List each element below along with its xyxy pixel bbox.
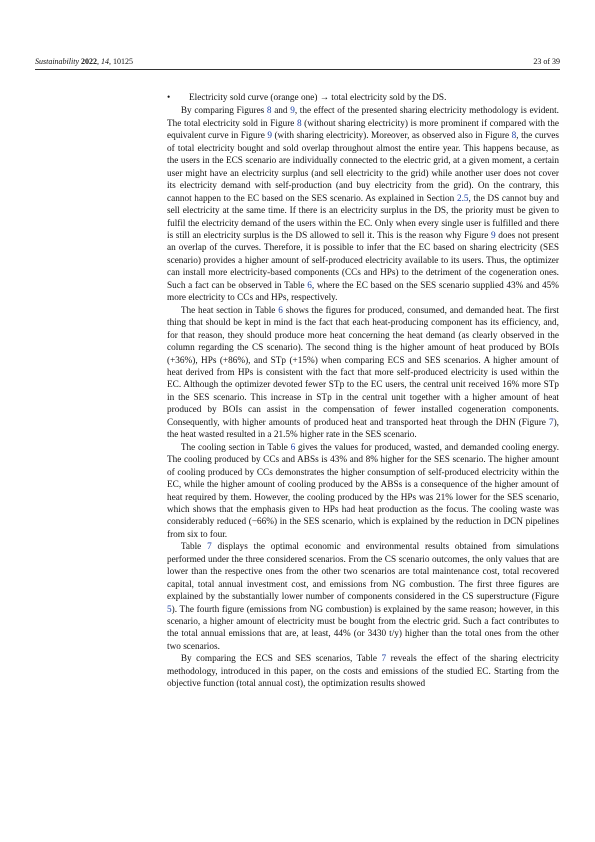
table-link[interactable]: 7 (381, 654, 387, 665)
paragraph-1: By comparing Figures 8 and 9, the effect of the presented sharing electricity methodology is evident. The total electricity sold in Figure 8 (without sharing electricity) is more prominent if compared with the equivalent curve in Figure 9 (with sharing electricity). Moreover, as observed also in Figure 8, the curves of total electricity bought and sold overlap throughout almost the entire year. This happens because, as the users in the ECS scenario are individually connected to the electric grid, at a given moment, a certain user might have an electricity surplus (and sell electricity to the grid) while another user does not cover its electricity demand with self-production (and buy electricity from the grid). On the contrary, this cannot happen to the EC based on the SES scenario. As explained in Section 2.5, the DS cannot buy and sell electricity at the same time. If there is an electricity surplus in the DS, the priority must be given to fulfil the electricity demand of the users within the EC. Only when every single user is fulfilled and there is still an electricity surplus is the DS allowed to sell it. This is the reason why Figure 9 does not present an overlap of the curves. Therefore, it is possible to infer that the EC based on sharing electricity (SES scenario) provides a higher amount of self-produced electricity available to its users. Thus, the optimizer can install more electricity-based components (CCs and HPs) to the detriment of the cogeneration ones. Such a fact can be observed in Table 6, where the EC based on the SES scenario supplied 43% and 45% more electricity to CCs and HPs, respectively. (167, 106, 560, 304)
paragraph-3: The cooling section in Table 6 gives the values for produced, wasted, and demanded cooling energy. The cooling produced by CCs and ABSs is 43% and 8% higher for the SES scenario. The higher amount of cooling produced by CCs demonstrates the higher consumption of self-produced electricity within the EC, while the higher amount of cooling produced by the ABSs is a consequence of the higher amount of heat required by them. However, the cooling produced by the HPs was 21% lower for the SES scenario, which shows that the emphasis given to HPs had heat production as the focus. The cooling waste was considerably reduced (−66%) in the SES scenario, which is explained by the reduction in DCN pipelines from six to four. (167, 442, 560, 540)
table-link[interactable]: 6 (278, 305, 283, 316)
figure-link[interactable]: 8 (296, 118, 302, 129)
figure-link[interactable]: 5 (167, 604, 172, 615)
journal-volume: 14 (101, 57, 109, 66)
journal-citation: Sustainability 2022, 14, 10125 (35, 57, 133, 66)
paragraph-2: The heat section in Table 6 shows the figures for produced, consumed, and demanded heat. The first thing that should be kept in mind is the fact that each heat-producing component has its efficiency, and, for that reason, they should produce more heat concerning the heat demand (as clearly observed in the column regarding the CS scenario). The second thing is the higher amount of heat produced by BOIs (+36%), HPs (+86%), and STp (+15%) when comparing ECS and SES scenarios. A higher amount of heat derived from HPs is consistent with the fact that more self-produced electricity is used within the EC. Although the optimizer devoted fewer STp to the EC users, the central unit received 16% more STp in the SES scenario. This increase in STp in the central unit together with a higher amount of heat produced by BOIs can assist in the compensation of fewer installed cogeneration components. Consequently, with higher amounts of produced heat and transported heat through the DHN (Figure 7), the heat wasted resulted in a 21.5% higher rate in the SES scenario. (167, 305, 559, 441)
figure-link[interactable]: 9 (267, 131, 272, 142)
table-link[interactable]: 6 (290, 442, 296, 453)
paragraph-4: Table 7 displays the optimal economic and environmental results obtained from simulations performed under the three considered scenarios. From the CS scenario outcomes, the only values that are lower than the respective ones from the other two scenarios are total maintenance cost, total recovered capital, total annual investment cost, and emissions from NG combustion. The first three figures are explained by the substantially lower number of components considered in the CS superstructure (Figure 5). The fourth figure (emissions from NG combustion) is explained by the same reason; however, in this scenario, a higher amount of electricity must be bought from the electric grid. Such a fact contributes to the total annual emissions that are, at least, 44% (or 3430 t/y) higher than the total ones from the other two scenarios. (167, 542, 559, 652)
bullet-text: Electricity sold curve (orange one) → total electricity sold by the DS. (189, 93, 447, 103)
article-number: 10125 (113, 57, 133, 66)
table-link[interactable]: 7 (207, 542, 212, 553)
journal-name: Sustainability (35, 57, 79, 66)
body-text (167, 92, 559, 691)
figure-link[interactable]: 9 (290, 106, 295, 117)
figure-link[interactable]: 8 (511, 131, 517, 142)
bullet-item (167, 92, 559, 104)
header-rule (35, 69, 560, 70)
bullet-icon: • (167, 93, 171, 103)
figure-link[interactable]: 8 (266, 106, 272, 117)
figure-link[interactable]: 9 (490, 230, 496, 241)
page-number: 23 of 39 (533, 57, 560, 66)
figure-link[interactable]: 7 (548, 417, 554, 428)
paragraph-5: By comparing the ECS and SES scenarios, Table 7 reveals the effect of the sharing electricity methodology, introduced in this paper, on the costs and emissions of the studied EC. Starting from the objective function (total annual cost), the optimization results showed (167, 654, 559, 690)
table-link[interactable]: 6 (307, 280, 312, 291)
journal-year: 2022 (81, 57, 97, 66)
section-link[interactable]: 2.5 (456, 193, 469, 204)
